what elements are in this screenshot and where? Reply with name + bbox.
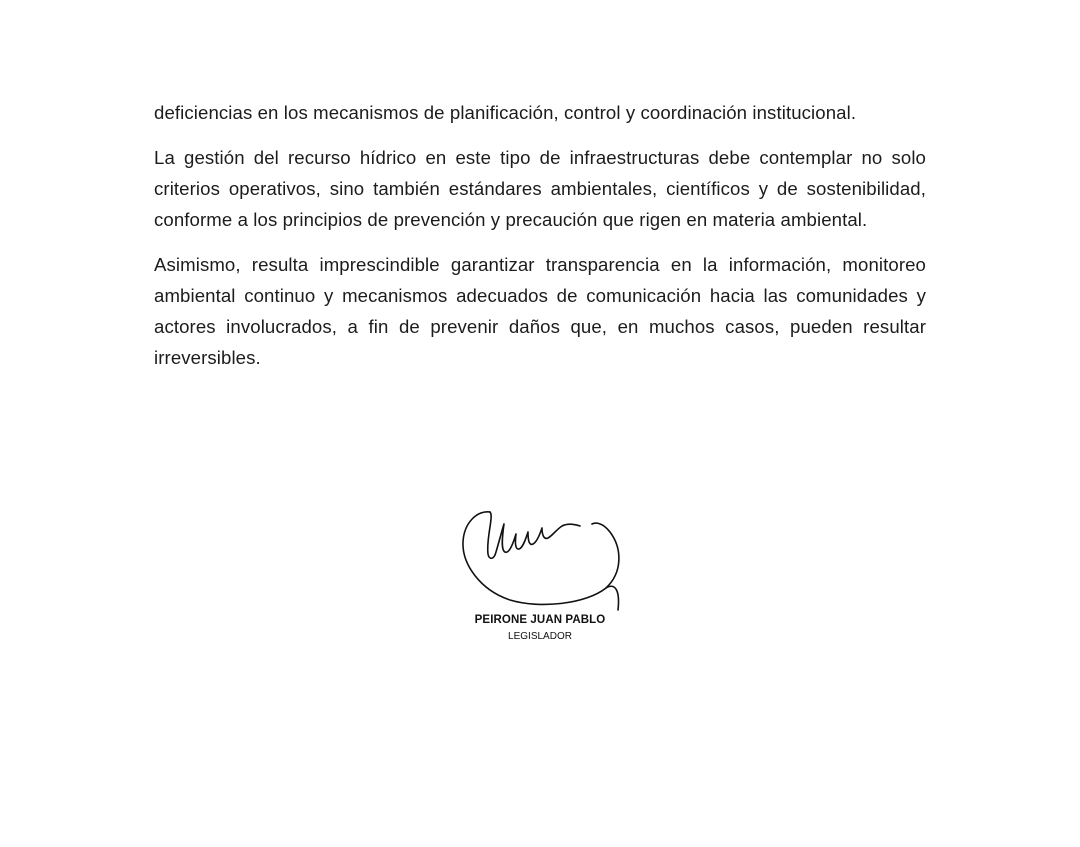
paragraph-3: Asimismo, resulta imprescindible garantizar transparencia en la información, monitoreo ambiental continuo y mecanismos adecuados de comunicación hacia las comunidades y actores involucrados, a fin de prevenir daños que, en muchos casos, pueden resultar irreversibles.	[154, 254, 926, 368]
document-body	[154, 97, 926, 387]
signature-block	[440, 500, 640, 650]
paragraph-2: La gestión del recurso hídrico en este tipo de infraestructuras debe contemplar no solo criterios operativos, sino también estándares ambientales, científicos y de sostenibilidad, conforme a los principios de prevención y precaución que rigen en materia ambiental.	[154, 147, 926, 230]
signer-role: LEGISLADOR	[508, 631, 572, 642]
handwritten-signature-icon	[458, 508, 628, 613]
signer-name: PEIRONE JUAN PABLO	[474, 614, 606, 626]
paragraph-1: deficiencias en los mecanismos de planificación, control y coordinación institucional.	[154, 102, 857, 123]
